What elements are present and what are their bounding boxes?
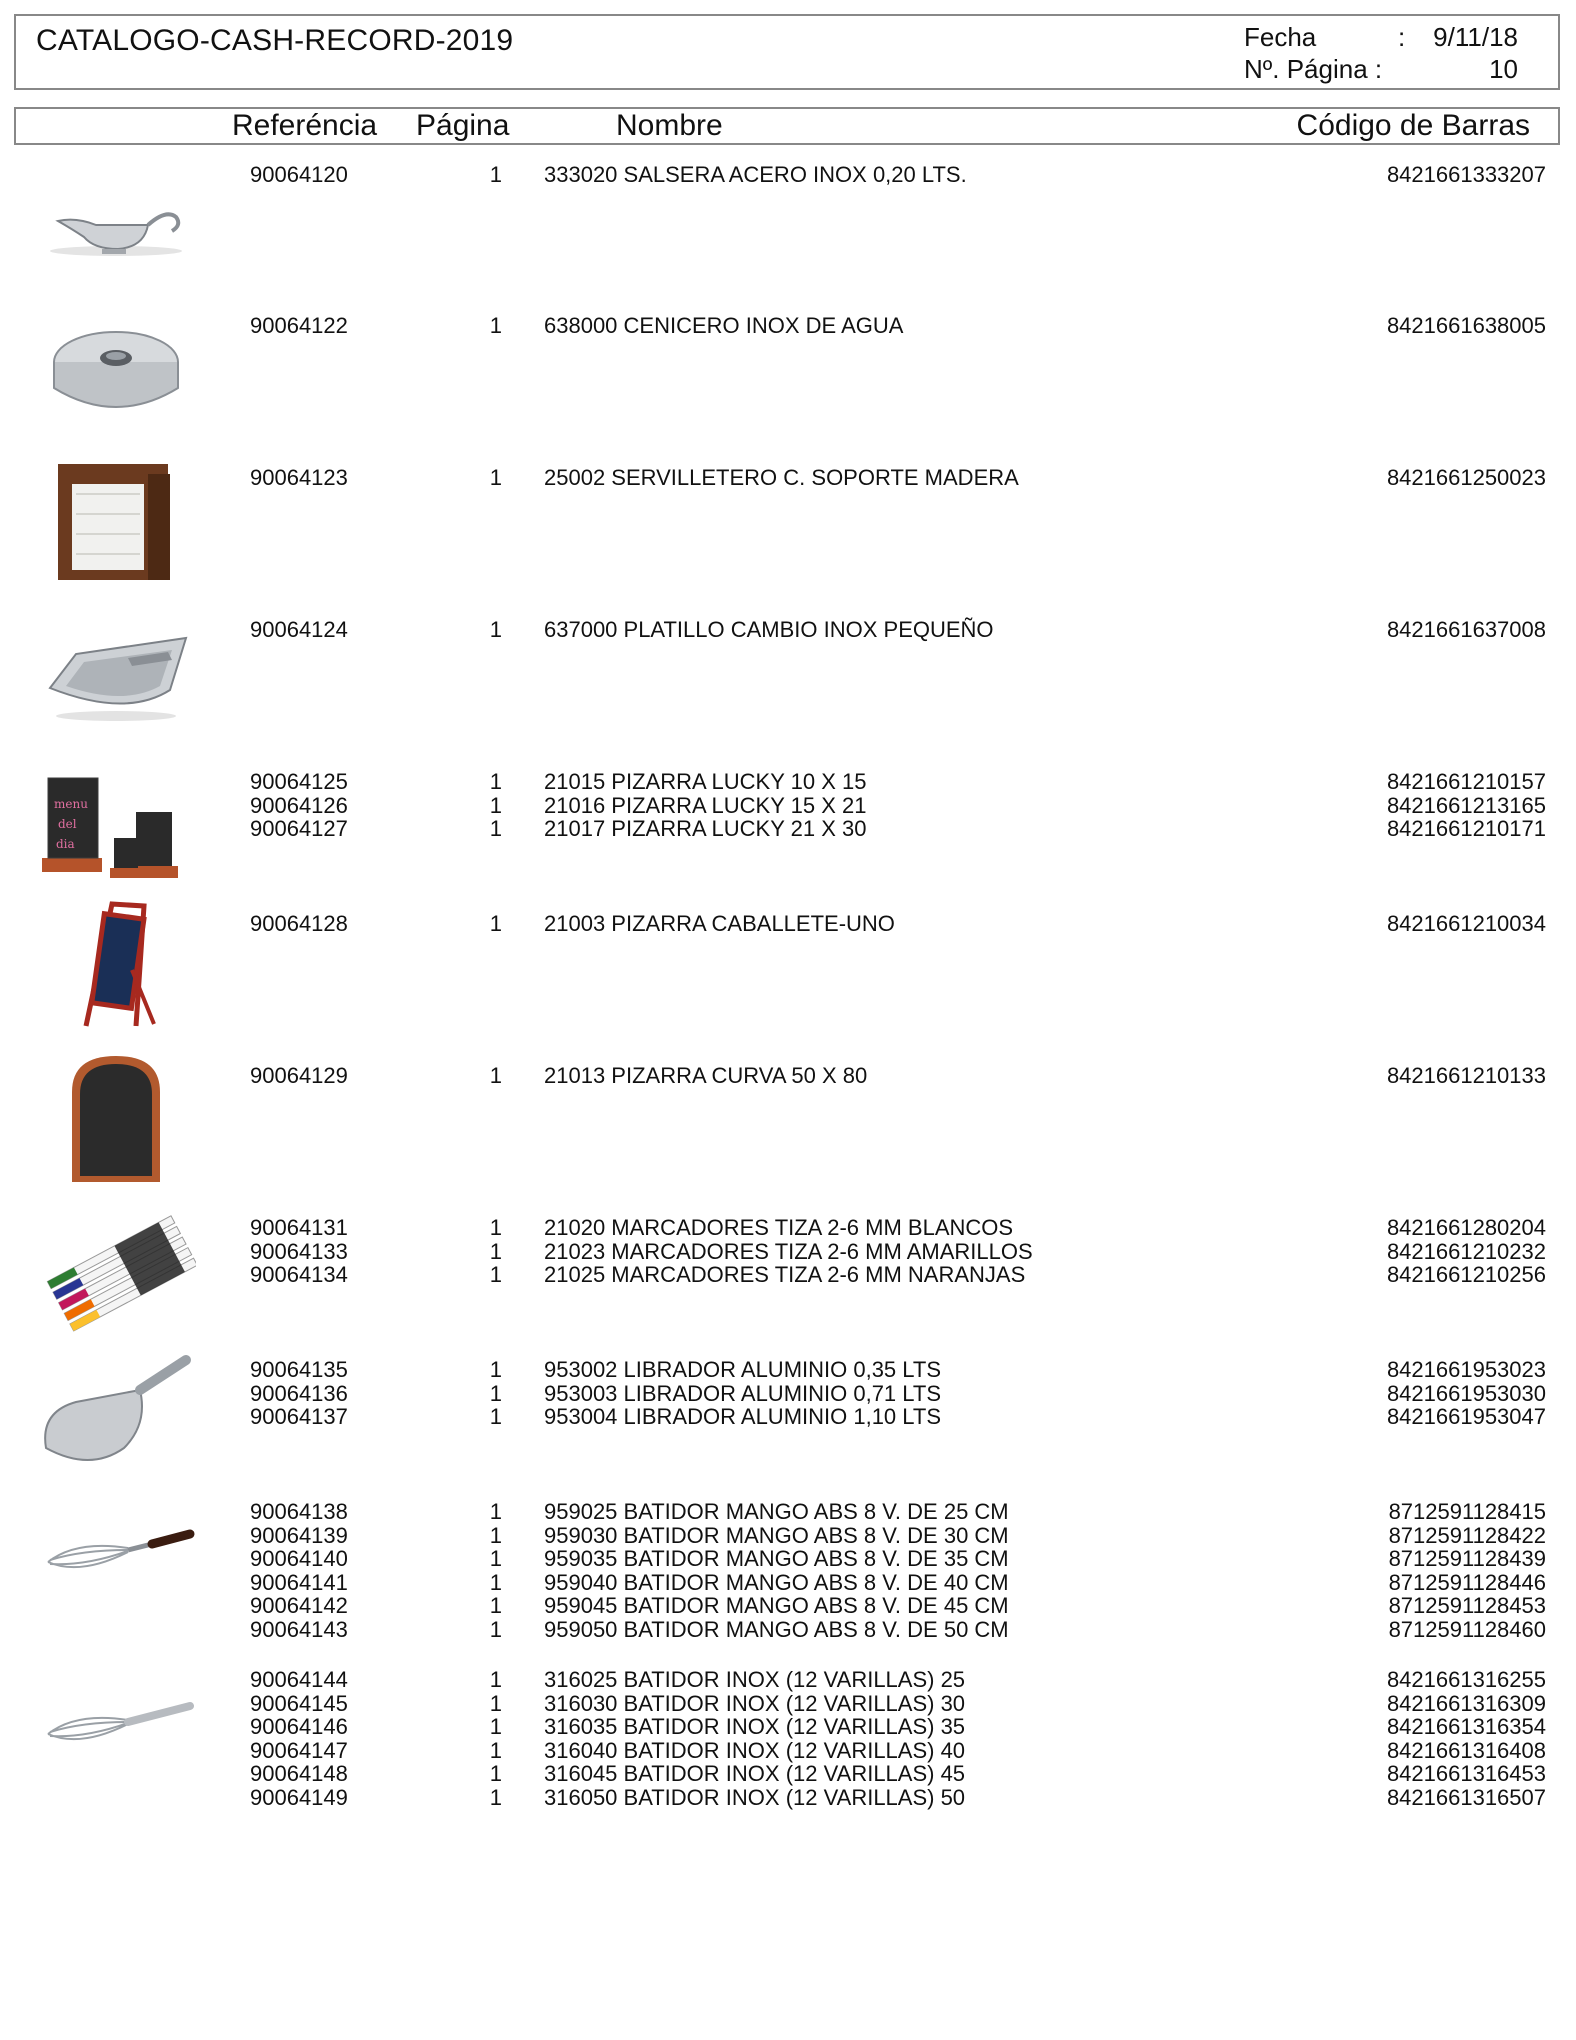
pagina-cell: 1 xyxy=(489,1499,502,1524)
table-row xyxy=(0,794,1576,818)
nombre-cell: 316035 BATIDOR INOX (12 VARILLAS) 35 xyxy=(544,1714,966,1739)
referencia-cell: 90064143 xyxy=(250,1616,348,1642)
referencia-cell: 90064133 xyxy=(250,1238,348,1264)
pagina-cell: 1 xyxy=(489,1404,502,1429)
nombre-cell: 316050 BATIDOR INOX (12 VARILLAS) 50 xyxy=(544,1784,966,1810)
nombre-cell: 21015 PIZARRA LUCKY 10 X 15 xyxy=(544,769,867,794)
pagina-cell: 1 xyxy=(489,1380,502,1406)
table-row xyxy=(0,1618,1576,1642)
codigo-barras-cell: 8421661953030 xyxy=(1386,1380,1546,1406)
referencia-cell: 90064138 xyxy=(250,1499,348,1524)
nombre-cell: 316030 BATIDOR INOX (12 VARILLAS) 30 xyxy=(544,1690,966,1716)
table-row xyxy=(0,1405,1576,1429)
table-row xyxy=(0,1715,1576,1739)
table-row xyxy=(0,817,1576,841)
codigo-barras-cell: 8712591128460 xyxy=(1388,1616,1546,1642)
pagina-cell: 1 xyxy=(489,1546,502,1571)
svg-text:del: del xyxy=(58,817,77,831)
nombre-cell: 959050 BATIDOR MANGO ABS 8 V. DE 50 CM xyxy=(544,1616,1009,1642)
fecha-label: Fecha xyxy=(1244,22,1317,52)
table-row xyxy=(0,1692,1576,1716)
pagina-cell: 1 xyxy=(489,1737,502,1763)
table-row xyxy=(0,1762,1576,1786)
pagina-cell: 1 xyxy=(489,465,502,490)
table-row xyxy=(0,1571,1576,1595)
pagina-cell: 1 xyxy=(489,816,502,841)
nombre-cell: 25002 SERVILLETERO C. SOPORTE MADERA xyxy=(544,465,1019,490)
nombre-cell: 21023 MARCADORES TIZA 2-6 MM AMARILLOS xyxy=(544,1238,1033,1264)
nombre-cell: 953002 LIBRADOR ALUMINIO 0,35 LTS xyxy=(544,1357,941,1382)
nombre-cell: 21020 MARCADORES TIZA 2-6 MM BLANCOS xyxy=(544,1215,1014,1240)
table-row xyxy=(0,1064,1576,1088)
codigo-barras-cell: 8421661210232 xyxy=(1386,1238,1546,1264)
referencia-cell: 90064134 xyxy=(250,1262,348,1287)
table-row xyxy=(0,1739,1576,1763)
table-row xyxy=(0,1524,1576,1548)
table-row xyxy=(0,1547,1576,1571)
fecha-value: 9/11/18 xyxy=(1433,22,1518,52)
fecha-separator: : xyxy=(1398,22,1406,52)
codigo-barras-cell: 8712591128439 xyxy=(1388,1546,1546,1571)
pagina-cell: 1 xyxy=(489,162,502,187)
codigo-barras-cell: 8421661316453 xyxy=(1386,1761,1546,1786)
table-row xyxy=(0,770,1576,794)
pagina-cell: 1 xyxy=(489,1215,502,1240)
codigo-barras-cell: 8421661316408 xyxy=(1386,1737,1546,1763)
referencia-cell: 90064135 xyxy=(250,1357,348,1382)
document-title: CATALOGO-CASH-RECORD-2019 xyxy=(36,24,514,57)
codigo-barras-cell: 8421661210157 xyxy=(1386,769,1546,794)
pagina-cell: 1 xyxy=(489,313,502,338)
column-referencia: Referéncia xyxy=(232,109,378,142)
codigo-barras-cell: 8421661280204 xyxy=(1386,1215,1546,1240)
svg-text:menu: menu xyxy=(54,797,88,811)
pagina-cell: 1 xyxy=(489,1714,502,1739)
codigo-barras-cell: 8421661210133 xyxy=(1386,1063,1546,1088)
codigo-barras-cell: 8421661250023 xyxy=(1386,465,1546,490)
table-row xyxy=(0,1594,1576,1618)
table-row xyxy=(0,163,1576,187)
pagina-cell: 1 xyxy=(489,1593,502,1618)
pagina-cell: 1 xyxy=(489,1616,502,1642)
nombre-cell: 333020 SALSERA ACERO INOX 0,20 LTS. xyxy=(544,162,967,187)
codigo-barras-cell: 8421661638005 xyxy=(1386,313,1546,338)
table-row xyxy=(0,1240,1576,1264)
referencia-cell: 90064127 xyxy=(250,816,348,841)
referencia-cell: 90064149 xyxy=(250,1784,348,1810)
referencia-cell: 90064125 xyxy=(250,769,348,794)
nombre-cell: 21017 PIZARRA LUCKY 21 X 30 xyxy=(544,816,867,841)
nombre-cell: 637000 PLATILLO CAMBIO INOX PEQUEÑO xyxy=(544,617,994,642)
referencia-cell: 90064145 xyxy=(250,1690,348,1716)
codigo-barras-cell: 8421661953047 xyxy=(1386,1404,1546,1429)
table-row xyxy=(0,466,1576,490)
pagina-value: 10 xyxy=(1489,54,1518,84)
referencia-cell: 90064148 xyxy=(250,1761,348,1786)
nombre-cell: 959040 BATIDOR MANGO ABS 8 V. DE 40 CM xyxy=(544,1569,1009,1595)
codigo-barras-cell: 8712591128422 xyxy=(1388,1522,1546,1548)
table-row xyxy=(0,1263,1576,1287)
codigo-barras-cell: 8421661210034 xyxy=(1386,911,1546,936)
referencia-cell: 90064128 xyxy=(250,911,348,936)
nombre-cell: 638000 CENICERO INOX DE AGUA xyxy=(544,313,904,338)
pagina-cell: 1 xyxy=(489,1063,502,1088)
table-row xyxy=(0,1358,1576,1382)
codigo-barras-cell: 8421661213165 xyxy=(1386,792,1546,818)
pagina-cell: 1 xyxy=(489,1690,502,1716)
referencia-cell: 90064136 xyxy=(250,1380,348,1406)
codigo-barras-cell: 8421661316507 xyxy=(1386,1784,1546,1810)
codigo-barras-cell: 8421661210256 xyxy=(1386,1262,1546,1287)
table-row xyxy=(0,1500,1576,1524)
column-headers xyxy=(14,107,1560,145)
table-row xyxy=(0,1216,1576,1240)
pagina-cell: 1 xyxy=(489,617,502,642)
codigo-barras-cell: 8712591128415 xyxy=(1388,1499,1546,1524)
nombre-cell: 21016 PIZARRA LUCKY 15 X 21 xyxy=(544,792,867,818)
nombre-cell: 21025 MARCADORES TIZA 2-6 MM NARANJAS xyxy=(544,1262,1026,1287)
table-row xyxy=(0,912,1576,936)
referencia-cell: 90064126 xyxy=(250,792,348,818)
pagina-cell: 1 xyxy=(489,1262,502,1287)
codigo-barras-cell: 8421661316309 xyxy=(1386,1690,1546,1716)
codigo-barras-cell: 8421661316255 xyxy=(1386,1667,1546,1692)
codigo-barras-cell: 8421661953023 xyxy=(1386,1357,1546,1382)
column-codigo-barras: Código de Barras xyxy=(1296,109,1530,142)
referencia-cell: 90064137 xyxy=(250,1404,348,1429)
nombre-cell: 959030 BATIDOR MANGO ABS 8 V. DE 30 CM xyxy=(544,1522,1009,1548)
nombre-cell: 316045 BATIDOR INOX (12 VARILLAS) 45 xyxy=(544,1761,966,1786)
table-row xyxy=(0,618,1576,642)
referencia-cell: 90064139 xyxy=(250,1522,348,1548)
pagina-cell: 1 xyxy=(489,911,502,936)
codigo-barras-cell: 8712591128446 xyxy=(1388,1569,1546,1595)
pagina-cell: 1 xyxy=(489,1238,502,1264)
column-nombre: Nombre xyxy=(616,109,723,142)
pagina-cell: 1 xyxy=(489,1522,502,1548)
referencia-cell: 90064120 xyxy=(250,162,348,187)
codigo-barras-cell: 8421661210171 xyxy=(1386,816,1546,841)
column-pagina: Página xyxy=(416,109,510,142)
nombre-cell: 316040 BATIDOR INOX (12 VARILLAS) 40 xyxy=(544,1737,966,1763)
referencia-cell: 90064140 xyxy=(250,1546,348,1571)
nombre-cell: 21003 PIZARRA CABALLETE-UNO xyxy=(544,911,895,936)
referencia-cell: 90064123 xyxy=(250,465,348,490)
pagina-cell: 1 xyxy=(489,1667,502,1692)
nombre-cell: 316025 BATIDOR INOX (12 VARILLAS) 25 xyxy=(544,1667,966,1692)
nombre-cell: 959025 BATIDOR MANGO ABS 8 V. DE 25 CM xyxy=(544,1499,1009,1524)
table-row xyxy=(0,1668,1576,1692)
pagina-cell: 1 xyxy=(489,792,502,818)
nombre-cell: 953003 LIBRADOR ALUMINIO 0,71 LTS xyxy=(544,1380,941,1406)
svg-text:dia: dia xyxy=(56,837,75,851)
table-row xyxy=(0,1382,1576,1406)
referencia-cell: 90064146 xyxy=(250,1714,348,1739)
pagina-cell: 1 xyxy=(489,769,502,794)
pagina-cell: 1 xyxy=(489,1357,502,1382)
codigo-barras-cell: 8421661333207 xyxy=(1386,162,1546,187)
nombre-cell: 959035 BATIDOR MANGO ABS 8 V. DE 35 CM xyxy=(544,1546,1009,1571)
referencia-cell: 90064129 xyxy=(250,1063,348,1088)
pagina-cell: 1 xyxy=(489,1569,502,1595)
referencia-cell: 90064131 xyxy=(250,1215,348,1240)
codigo-barras-cell: 8421661316354 xyxy=(1386,1714,1546,1739)
table-row xyxy=(0,314,1576,338)
referencia-cell: 90064141 xyxy=(250,1569,348,1595)
referencia-cell: 90064142 xyxy=(250,1593,348,1618)
table-row xyxy=(0,1786,1576,1810)
pagina-cell: 1 xyxy=(489,1761,502,1786)
referencia-cell: 90064144 xyxy=(250,1667,348,1692)
nombre-cell: 21013 PIZARRA CURVA 50 X 80 xyxy=(544,1063,868,1088)
pagina-label: Nº. Página : xyxy=(1244,54,1383,84)
document-header xyxy=(14,14,1560,90)
nombre-cell: 959045 BATIDOR MANGO ABS 8 V. DE 45 CM xyxy=(544,1593,1009,1618)
referencia-cell: 90064124 xyxy=(250,617,348,642)
codigo-barras-cell: 8712591128453 xyxy=(1388,1593,1546,1618)
referencia-cell: 90064122 xyxy=(250,313,348,338)
nombre-cell: 953004 LIBRADOR ALUMINIO 1,10 LTS xyxy=(544,1404,941,1429)
pagina-cell: 1 xyxy=(489,1784,502,1810)
referencia-cell: 90064147 xyxy=(250,1737,348,1763)
codigo-barras-cell: 8421661637008 xyxy=(1386,617,1546,642)
